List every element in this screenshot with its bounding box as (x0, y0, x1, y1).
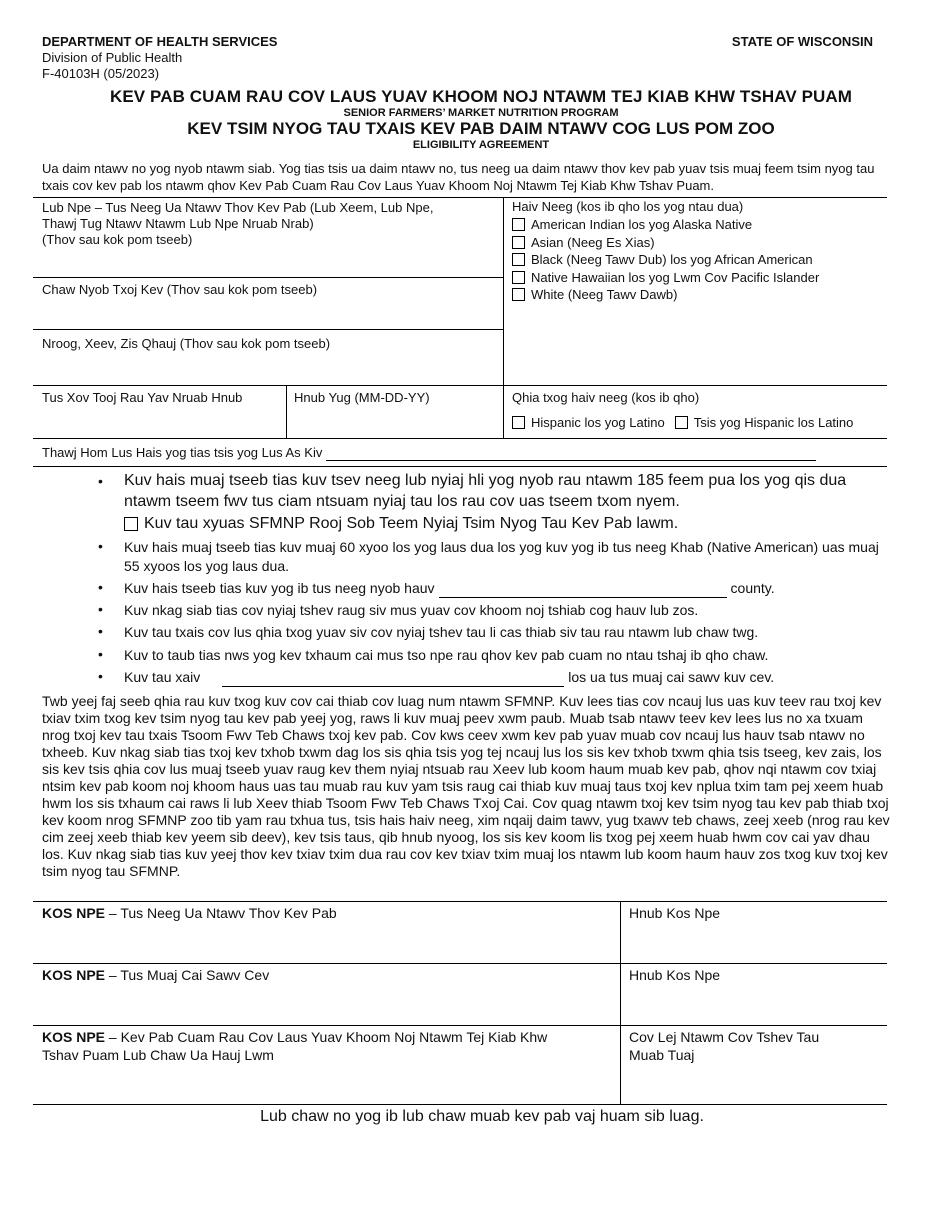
checkbox-not-hispanic[interactable] (675, 416, 688, 429)
sig-divider (33, 1025, 887, 1026)
statement-text: county. (730, 580, 775, 596)
statement-checks-use: Kuv nkag siab tias cov nyiaj tshev raug siv mus yuav cov khoom noj tshiab cog hauv lub zos. (124, 602, 699, 618)
grid-top-border (33, 197, 887, 198)
field-label: Thawj Tug Ntawv Ntawm Lub Npe Nruab Nrab) (42, 216, 314, 231)
sig-top-border (33, 901, 887, 902)
signature-label: Tshav Puam Lub Chaw Ua Hauj Lwm (42, 1047, 274, 1063)
grid-divider (33, 329, 503, 330)
sig-divider (33, 963, 887, 964)
race-section (512, 199, 884, 304)
date-of-birth-field[interactable] (294, 390, 499, 406)
check-numbers-label: Cov Lej Ntawm Cov Tshev Tau (629, 1029, 820, 1045)
applicant-signature-field[interactable] (42, 904, 612, 922)
statement-instructions: Kuv tau txais cov lus qhia txog yuav siv cov nyiaj tshev tau li cas thiab siv tau rau ntawm lub chaw twg. (124, 624, 759, 640)
program-title: KEV PAB CUAM RAU COV LAUS YUAV KHOOM NOJ NTAWM TEJ KIAB KHW TSHAV PUAM (109, 87, 853, 106)
rights-paragraph: Twb yeej faj seeb qhia rau kuv txog kuv cov cai thiab cov luag num ntawm SFMNP. Kuv lees tias cov ncauj lus uas kuv teev rau txoj kev txiav txim txog kev tsim nyog tau kev pab yeej yog, raws li kuv muaj peev xwm paub. Muab tsab ntawv teev kev lees lus no xa txuam nrog txoj kev tau txais Tsoom Fwv Teb Chaws txoj kev pab. Cov kws ceev xwm kev pab yuav muab cov ncauj lus hauv tsab ntawv no txheeb. Kuv nkag siab tias txoj kev txhob txwm dag los sis qhia tsis yog tej ncauj lus los sis kev txhob txwm qhia tsis tseeg, kev zais, los sis kev tsis qhia cov lus muaj tseeb yuav raug kev them nyiaj ntsuab rau Xeev lub koom haum muab kev pab, qhov nqi ntawm cov txiaj ntsim kev pab koom noj khoom haus uas tau muab rau kuv yam tsis raug cai thiab kuv muaj taus txoj kev nplua txim tam pej xeem huab hwm los sis txhaum cai raws li lub Xeev thiab Tsoom Fwv Teb Chaws Txoj Cai. Cov quag ntawm txoj kev tsim nyog tau kev pab thiab txoj kev koom nrog SFMNP zoo tib yam rau txhua tus, tsis hais haiv neeg, xim nqaij daim tawv, yug txawv teb chaws, zeej xeeb (nrog rau kev cim zeej xeeb thiab kev yeem sib deev), kev tsis taus, qib hnub nyoog, los sis kev koom lis txog pej xeem huab hwm cov cai yav dhau los. Kuv nkag siab tias kuv yeej thov kev txiav txim dua rau cov kev txiav txim muaj los ntawm lub koom haum hauv zos txog kuv txoj kev tsim nyog tau SFMNP. (42, 693, 890, 879)
equal-opportunity-footer: Lub chaw no yog ib lub chaw muab kev pab vaj huam sib luag. (260, 1108, 704, 1125)
proxy-signature-date[interactable] (629, 966, 879, 984)
signature-label: – Kev Pab Cuam Rau Cov Laus Yuav Khoom Noj Ntawm Tej Kiab Khw (108, 1029, 548, 1045)
date-label: Hnub Kos Npe (629, 967, 721, 983)
option-label: American Indian los yog Alaska Native (531, 217, 753, 232)
statement-county (124, 579, 894, 598)
form-number: F-40103H (05/2023) (42, 66, 160, 81)
bullet-icon: • (98, 623, 103, 639)
signature-label: KOS NPE (42, 967, 106, 983)
race-label: Haiv Neeg (kos ib qho los yog ntau dua) (512, 199, 744, 214)
field-label: Nroog, Xeev, Zis Qhauj (Thov sau kok pom tseeb) (42, 336, 331, 351)
field-label: Chaw Nyob Txoj Kev (Thov sau kok pom tseeb) (42, 282, 318, 297)
title-block (33, 87, 929, 151)
option-label: White (Neeg Tawv Dawb) (531, 287, 678, 302)
applicant-signature-date[interactable] (629, 904, 879, 922)
agreement-title: KEV TSIM NYOG TAU TXAIS KEV PAB DAIM NTAWV COG LUS POM ZOO (187, 119, 775, 138)
bullet-icon: • (98, 601, 103, 617)
division-name: Division of Public Health (42, 50, 183, 65)
department-name: DEPARTMENT OF HEALTH SERVICES (42, 34, 278, 49)
race-option-american-indian[interactable] (512, 216, 884, 234)
proxy-blank[interactable] (222, 673, 564, 687)
check-numbers-label: Muab Tuaj (629, 1047, 695, 1063)
agency-header (42, 34, 277, 82)
date-label: Hnub Kos Npe (629, 905, 721, 921)
option-label: Black (Neeg Tawv Dub) los yog African American (531, 252, 813, 267)
field-label: Hnub Yug (MM-DD-YY) (294, 390, 430, 405)
option-label: Native Hawaiian los yog Lwm Cov Pacific Islander (531, 269, 820, 285)
ethnicity-section (512, 390, 884, 432)
statement-text: Kuv hais tseeb tias kuv yog ib tus neeg nyob hauv (124, 580, 435, 596)
bullet-icon: • (98, 646, 103, 662)
signature-label: – Tus Neeg Ua Ntawv Thov Kev Pab (108, 905, 337, 921)
statement-proxy (124, 668, 894, 687)
checkbox[interactable] (512, 271, 525, 284)
intro-text: Ua daim ntawv no yog nyob ntawm siab. Yog tias tsis ua daim ntawv no, tus neeg ua daim ntawv thov kev pab yuav tsis muaj feem tsim nyog tau txais cov kev pab los ntawm qhov Kev Pab Cuam Rau Cov Laus Yuav Khoom Noj Ntawm Tej Kiab Khw Tshav Puam. (42, 161, 875, 193)
bullet-icon: • (98, 668, 103, 684)
grid-center-divider (503, 197, 504, 439)
county-blank[interactable] (439, 584, 727, 598)
grid-divider (33, 277, 503, 278)
sig-column-divider (620, 901, 621, 1105)
city-state-zip-field[interactable] (42, 336, 497, 352)
primary-language-blank[interactable] (326, 447, 816, 461)
agency-signature-field[interactable] (42, 1028, 612, 1064)
bullet-icon: • (98, 579, 103, 595)
field-label: Thawj Hom Lus Hais yog tias tsis yog Lus As Kiv (42, 445, 323, 460)
grid-divider (33, 466, 887, 467)
checkbox-hispanic[interactable] (512, 416, 525, 429)
ethnicity-options (512, 414, 884, 432)
primary-language-field[interactable] (42, 445, 882, 461)
statement-income-checkbox[interactable] (124, 513, 894, 534)
street-address-field[interactable] (42, 282, 497, 298)
sig-bottom-border (33, 1104, 887, 1105)
agreement-title-english: ELIGIBILITY AGREEMENT (412, 139, 550, 151)
statement-text: los ua tus muaj cai sawv kuv cev. (568, 669, 775, 685)
option-label: Asian (Neeg Es Xias) (531, 234, 655, 250)
race-option-white[interactable] (512, 286, 884, 304)
bullet-icon: • (98, 538, 103, 554)
program-title-english: SENIOR FARMERS’ MARKET NUTRITION PROGRAM (343, 107, 619, 119)
race-option-black[interactable] (512, 251, 884, 269)
checkbox[interactable] (512, 218, 525, 231)
checkbox[interactable] (124, 517, 138, 531)
bullet-icon: • (98, 473, 103, 489)
statement-age: Kuv hais muaj tseeb tias kuv muaj 60 xyoo los yog laus dua los yog kuv yog ib tus neeg Khab (Native American) uas muaj 55 xyoos los yog laus dua. (124, 539, 879, 574)
applicant-name-field[interactable] (42, 200, 497, 248)
check-numbers-field[interactable] (629, 1028, 879, 1064)
option-label: Kuv tau xyuas SFMNP Rooj Sob Teem Nyiaj Tsim Nyog Tau Kev Pab lawm. (144, 515, 679, 532)
statement-income: Kuv hais muaj tseeb tias kuv tsev neeg lub nyiaj hli yog nyob rau ntawm 185 feem pua los yog qis dua ntawm tseem fwv tus ciam ntsuam nyiaj tau los rau cov uas tseem txom nyem. (124, 472, 847, 510)
grid-divider (286, 385, 287, 439)
state-name: STATE OF WISCONSIN (731, 34, 873, 49)
field-label: Tus Xov Tooj Rau Yav Nruab Hnub (42, 390, 243, 405)
checkbox[interactable] (512, 288, 525, 301)
field-label: (Thov sau kok pom tseeb) (42, 232, 193, 247)
daytime-phone-field[interactable] (42, 390, 282, 406)
signature-label: KOS NPE (42, 1029, 106, 1045)
statement-multiple-sites: Kuv to taub tias nws yog kev txhaum cai mus tso npe rau qhov kev pab cuam no ntau tshaj ib qho chaw. (124, 647, 769, 663)
option-label: Hispanic los yog Latino (531, 415, 665, 430)
checkbox[interactable] (512, 236, 525, 249)
signature-label: – Tus Muaj Cai Sawv Cev (108, 967, 270, 983)
grid-divider (33, 385, 887, 386)
ethnicity-label: Qhia txog haiv neeg (kos ib qho) (512, 390, 700, 405)
option-label: Tsis yog Hispanic los Latino (693, 415, 854, 430)
checkbox[interactable] (512, 253, 525, 266)
field-label: Lub Npe – Tus Neeg Ua Ntawv Thov Kev Pab (Lub Xeem, Lub Npe, (42, 200, 434, 215)
race-option-asian[interactable] (512, 234, 884, 252)
signature-label: KOS NPE (42, 905, 106, 921)
proxy-signature-field[interactable] (42, 966, 612, 984)
statement-text: Kuv tau xaiv (124, 669, 201, 685)
grid-divider (33, 438, 887, 439)
race-option-native-hawaiian[interactable] (512, 269, 884, 287)
